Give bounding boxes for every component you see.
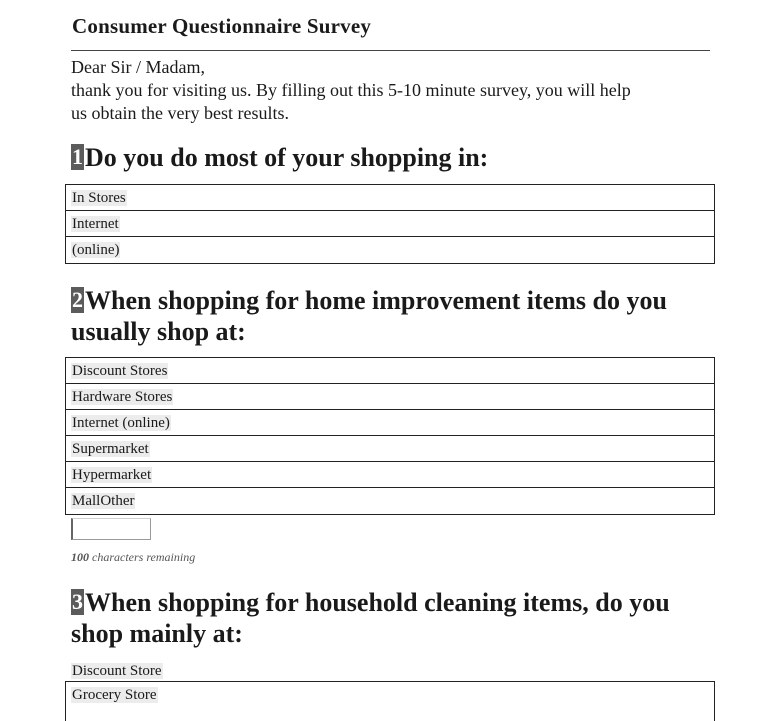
question-2-heading [71, 285, 721, 347]
option-discount-stores[interactable]: Discount Stores [66, 358, 714, 384]
intro-line-1: thank you for visiting us. By filling out this 5-10 minute survey, you will help [71, 80, 631, 100]
survey-title: Consumer Questionnaire Survey [72, 14, 372, 38]
option-supermarket[interactable]: Supermarket [66, 436, 714, 462]
option-internet[interactable]: Internet [66, 211, 714, 237]
question-1-text: Do you do most of your shopping in: [85, 143, 489, 172]
question-1-heading [71, 142, 721, 173]
characters-remaining: 100 characters remaining [71, 550, 196, 564]
question-2-text-line-1: When shopping for home improvement items do you [85, 286, 667, 315]
option-grocery-store[interactable]: Grocery Store [72, 687, 157, 703]
intro-text [71, 56, 711, 125]
option-discount-store[interactable]: Discount Store [72, 663, 162, 679]
question-number-badge: 1 [72, 144, 83, 169]
question-number-badge: 3 [72, 589, 83, 614]
option-online[interactable]: (online) [72, 242, 120, 258]
question-3-text-line-1: When shopping for household cleaning items, do you [85, 588, 670, 617]
question-2-options [65, 357, 715, 515]
option-hypermarket[interactable]: Hypermarket [66, 462, 714, 488]
option-in-stores[interactable]: In Stores [66, 185, 714, 211]
intro-line-2: us obtain the very best results. [71, 103, 289, 123]
option-internet-online[interactable]: Internet (online) [66, 410, 714, 436]
option-hardware-stores[interactable]: Hardware Stores [66, 384, 714, 410]
question-1-options [65, 184, 715, 264]
option-mall-other[interactable]: MallOther [72, 493, 135, 509]
question-3-text-line-2: shop mainly at: [71, 619, 243, 648]
question-3-heading [71, 587, 721, 649]
question-2-text-line-2: usually shop at: [71, 317, 246, 346]
question-number-badge: 2 [72, 287, 83, 312]
title-divider [71, 50, 710, 51]
greeting: Dear Sir / Madam, [71, 57, 205, 77]
question-3-options [65, 681, 715, 721]
other-text-input[interactable] [71, 518, 151, 540]
